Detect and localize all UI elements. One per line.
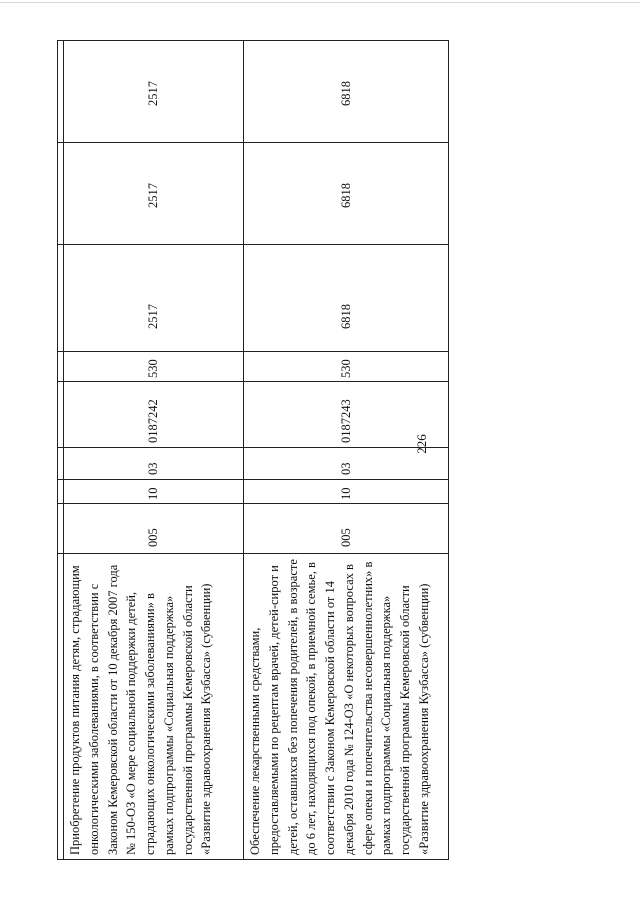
ministry-code: 005 xyxy=(244,504,449,554)
amount-1: 6818 xyxy=(244,245,449,352)
amount-3: 2517 xyxy=(64,41,244,143)
table-row xyxy=(244,41,449,860)
section-code: 10 xyxy=(64,480,244,504)
target-code: 0187243 xyxy=(244,382,449,448)
target-code: 0187242 xyxy=(64,382,244,448)
section-code: 10 xyxy=(244,480,449,504)
budget-table xyxy=(57,40,449,860)
amount-2: 6818 xyxy=(244,143,449,245)
table-row xyxy=(64,41,244,860)
ministry-code: 005 xyxy=(64,504,244,554)
row-description: Приобретение продуктов питания детям, страдающим онкологическими заболеваниями, в соответствии с Законом Кемеровской области от 10 декабря 2007 года № 150-ОЗ «О мере социальной поддержки детей, страдающих онкологическими заболеваниями» в рамках подпрограммы «Социальная поддержка» государственной программы Кемеровской области «Развитие здравоохранения Кузбасса» (субвенции) xyxy=(64,554,244,860)
expense-type-code: 530 xyxy=(244,352,449,382)
amount-3: 6818 xyxy=(244,41,449,143)
row-description: Обеспечение лекарственными средствами, предоставляемыми по рецептам врачей, детей-сирот и детей, оставшихся без попечения родителей, в возрасте до 6 лет, находящихся под опекой, в приемной семье, в соответствии с Законом Кемеровской области от 14 декабря 2010 года № 124-ОЗ «О некоторых вопросах в сфере опеки и попечительства несовершеннолетних» в рамках подпрограммы «Социальная поддержка» государственной программы Кемеровской области «Развитие здравоохранения Кузбасса» (субвенции) xyxy=(244,554,449,860)
subsection-code: 03 xyxy=(244,448,449,480)
page-top-rule xyxy=(0,2,640,3)
page-number: 226 xyxy=(414,434,429,454)
expense-type-code: 530 xyxy=(64,352,244,382)
amount-2: 2517 xyxy=(64,143,244,245)
subsection-code: 03 xyxy=(64,448,244,480)
budget-table-rotated xyxy=(57,41,449,860)
amount-1: 2517 xyxy=(64,245,244,352)
budget-table-container xyxy=(57,41,449,860)
